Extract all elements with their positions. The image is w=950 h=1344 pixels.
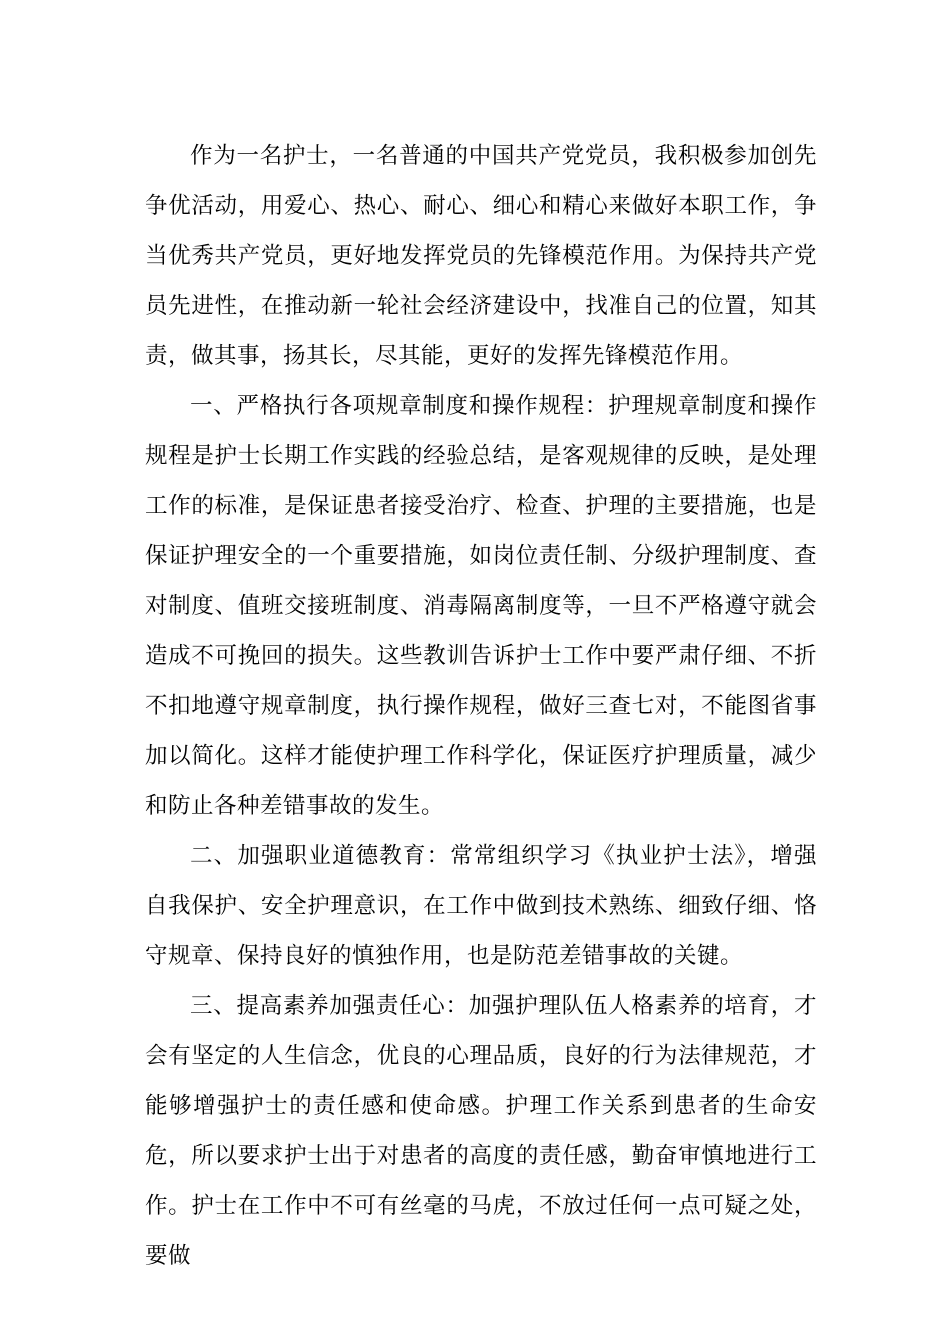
paragraph-intro: 作为一名护士，一名普通的中国共产党党员，我积极参加创先争优活动，用爱心、热心、耐心、细心和精心来做好本职工作，争当优秀共产党员，更好地发挥党员的先锋模范作用。为保持共产党员先进性，在推动新一轮社会经济建设中，找准自己的位置，知其责，做其事，扬其长，尽其能，更好的发挥先锋模范作用。 [145, 143, 817, 369]
paragraph-section-two: 二、加强职业道德教育：常常组织学习《执业护士法》，增强自我保护、安全护理意识，在工作中做到技术熟练、细致仔细、恪守规章、保持良好的慎独作用，也是防范差错事故的关键。 [145, 843, 817, 969]
paragraph-section-three: 三、提高素养加强责任心：加强护理队伍人格素养的培育，才会有坚定的人生信念，优良的心理品质，良好的行为法律规范，才能够增强护士的责任感和使命感。护理工作关系到患者的生命安危，所以要求护士出于对患者的高度的责任感，勤奋审慎地进行工作。护士在工作中不可有丝毫的马虎，不放过任何一点可疑之处，要做 [145, 993, 817, 1269]
document-body [145, 131, 817, 1281]
paragraph-section-one: 一、严格执行各项规章制度和操作规程：护理规章制度和操作规程是护士长期工作实践的经验总结，是客观规律的反映，是处理工作的标准，是保证患者接受治疗、检查、护理的主要措施，也是保证护理安全的一个重要措施，如岗位责任制、分级护理制度、查对制度、值班交接班制度、消毒隔离制度等，一旦不严格遵守就会造成不可挽回的损失。这些教训告诉护士工作中要严肃仔细、不折不扣地遵守规章制度，执行操作规程，做好三查七对，不能图省事加以简化。这样才能使护理工作科学化，保证医疗护理质量，减少和防止各种差错事故的发生。 [145, 393, 817, 819]
